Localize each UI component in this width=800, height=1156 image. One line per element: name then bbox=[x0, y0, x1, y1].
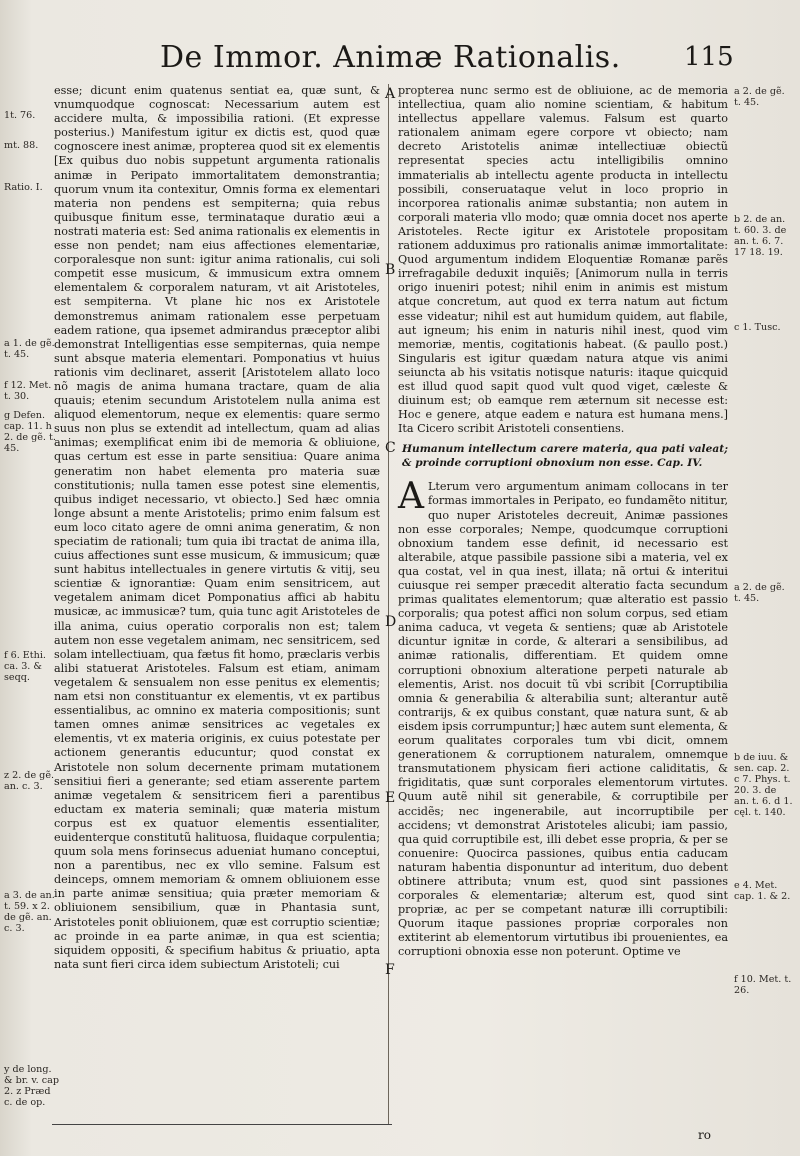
catchword: ro bbox=[698, 1128, 711, 1142]
margin-note: a 2. de gẽ. t. 45. bbox=[734, 582, 785, 604]
section-letter-e: E bbox=[385, 790, 396, 806]
page-header bbox=[160, 32, 630, 82]
margin-note: a 1. de gẽ. t. 45. bbox=[4, 338, 55, 360]
margin-note: Ratio. I. bbox=[4, 182, 43, 193]
bottom-rule bbox=[52, 1124, 392, 1125]
chapter-heading: Humanum intellectum carere materia, qua pati valeat; & proinde corruptioni obnoxium non esse. Cap. IV. bbox=[402, 443, 728, 470]
margin-note: 1t. 76. bbox=[4, 110, 36, 121]
section-letter-d: D bbox=[385, 614, 397, 630]
margin-note: c 1. Tusc. bbox=[734, 322, 781, 333]
chapter-text: Lterum vero argumentum animam collocans in ter formas immortales in Peripato, eo fundamẽto nititur, quo nuper Aristoteles decreuit, Animæ passiones non esse corporales; Nempe, quodcumque corruptioni obnoxium tandem esse definit, id necessario est alterabile, atque passibile passione sibi a materia, vel ex qua costat, vel in qua inest, illata; nã ortui & interitui cuiusque rei semper præcedit alteratio facta secundum primas qualitates elementorum; quæ alteratio est passio corporalis; qua potest affici non solum corpus, sed etiam anima caduca, vt vegeta & sentiens; quæ ab Aristotele dicuntur ignitæ in corde, & alterari a sensibilibus, ad animæ rationalis, differentiam. Et quidem omne corruptioni obnoxium alteratione perpeti naturale ab elementis, Arist. nos docuit tũ vbi scribit [Corruptibilia omnia & generabilia & alterabilia sunt; alterantur autẽ contrarijs, & ex quibus constant, quæ natura sunt, & ab eisdem ipsis corrumpuntur;] hæc autem sunt elementa, & eorum qualitates corporales tum vbi dicit, omnem generationem & corruptionem naturalem, omnemque transmutationem physicam fieri actione caliditatis, & frigiditatis, quæ sunt corporales elementorum virtutes. Quum autẽ nihil sit generabile, & corruptibile per accidẽs; nec ingenerabile, aut incorruptibile per accidens; vt demonstrat Aristoteles alicubi; iam passio, qua quid corruptibile est, illi debet esse propria, & per se conuenire: Quocirca passiones, quibus entia caducam naturam habentia disponuntur ad interitum, duo debent obtinere attributa; vnum est, quod sint passiones corporales & elementariæ; alterum est, quod sint propriæ, ac per se competant naturæ illi corruptibili: Quorum itaque passiones propriæ corporales non extiterint ab elementorum virtutibus ibi prouenientes, ea corruptioni obnoxia esse non poterunt. Optime ve bbox=[398, 480, 728, 959]
section-letter-c: C bbox=[385, 440, 396, 456]
margin-note: b 2. de an. t. 60. 3. de an. t. 6. 7. 17 18. 19. bbox=[734, 214, 787, 258]
margin-note: f 12. Met. t. 30. bbox=[4, 380, 52, 402]
margin-note: a 2. de gẽ. t. 45. bbox=[734, 86, 785, 108]
section-letter-a: A bbox=[385, 86, 396, 102]
margin-note: e 4. Met. cap. 1. & 2. bbox=[734, 880, 791, 902]
section-letter-f: F bbox=[385, 962, 395, 978]
margin-note: z 2. de gẽ. an. c. 3. bbox=[4, 770, 55, 792]
margin-note: f 6. Ethi. ca. 3. & seqq. bbox=[4, 650, 46, 683]
right-column-text-bottom bbox=[398, 476, 728, 959]
left-column bbox=[54, 84, 380, 972]
section-letter-b: B bbox=[385, 262, 396, 278]
margin-note: b de iuu. & sen. cap. 2. c 7. Phys. t. 20. 3. de an. t. 6. d 1. cęl. t. 140. bbox=[734, 752, 793, 818]
dropcap: A bbox=[398, 476, 424, 518]
margin-note: mt. 88. bbox=[4, 140, 39, 151]
margin-note: f 10. Met. t. 26. bbox=[734, 974, 792, 996]
margin-note: a 3. de an. t. 59. x 2. de gẽ. an. c. 3. bbox=[4, 890, 55, 934]
margin-note: y de long. & br. v. cap 2. z Præd c. de op. bbox=[4, 1064, 59, 1108]
margin-note: g Defen. cap. 11. h 2. de gẽ. t. 45. bbox=[4, 410, 56, 454]
right-column bbox=[398, 84, 728, 960]
right-column-text-top: propterea nunc sermo est de obliuione, ac de memoria intellectiua, quam alio nomine scientiam, & habitum intellectus appellare valemus. Falsum est quarto rationalem animam egere corpore vt obiecto; nam decreto Aristotelis animæ intellectiuæ obiectũ representat species actu intelligibilis omnino immaterialis ab intellectu agente producta in intellectu possibili, conseruataque velut in loco proprio in incorporea rationalis animæ substantia; non autem in corporali materia vllo modo; quæ omnia docet nos aperte Aristoteles. Recte igitur ex Aristotele propositam rationem adduximus pro rationalis animæ immortalitate: Quod argumentum indidem Eloquentiæ Romanæ parẽs irrefragabile deduxit inquiẽs; [Animorum nulla in terris origo inueniri potest; nihil enim in animis est mistum atque concretum, aut quod ex terra natum aut fictum esse videatur; nihil est aut humidum quidem, aut flabile, aut igneum; his enim in naturis nihil inest, quod vim memoriæ, mentis, cogitationis habeat. (& paullo post.) Singularis est igitur quædam natura atque vis animi seiuncta ab his vsitatis notisque naturis: itaque quicquid est illud quod sapit quod vult quod viget, cæleste & diuinum est; ob eamque rem æternum sit necesse est: Hoc e genere, atque eadem e natura est humana mens.] Ita Cicero scribit Aristoteli consentiens. bbox=[398, 84, 728, 436]
left-column-text: esse; dicunt enim quatenus sentiat ea, quæ sunt, & vnumquodque cognoscat: Necessarium autem est accidere multa, & impossibilia rationi. (Et expresse posterius.) Manifestum igitur ex dictis est, quod quæ cognoscere inest animæ, propterea quod sit ex elementis [Ex quibus duo nobis suppetunt argumenta rationalis animæ in Peripato immortalitatem demonstrantia; quorum vnum ita contexitur, Omnis forma ex elementari materia non pendens est sempiterna; quia rebus quibusque finitum esse, terminataque duratio æui a nostrati materia est: Sed anima rationalis ex elementis in esse non pendet; nam eius affectiones elementariæ, corporalesque non sunt: igitur anima rationalis, cui soli competit esse musicum, & immusicum extra omnem elementalem & corporalem naturam, vt ait Aristoteles, est sempiterna. Vt plane hic nos ex Aristotele demonstremus animam rationalem esse perpetuam eadem ratione, qua ipsemet admirandus præceptor alibi demonstrat Intelligentias esse sempiternas, quia nempe sunt absque materia elementari. Pomponatius vt huius rationis vim declinaret, asserit [Aristotelem allato loco nõ magis de anima humana tractare, quam de alia quauis; etenim secundum Aristotelem nulla anima est aliquod elementorum, neque ex elementis: quare sermo suus non plus se extendit ad intellectum, quam ad alias animas; exemplificat enim ibi de memoria & obliuione, quas certum est esse in parte sensitiua: Quare anima generatim non habet elementa pro materia suæ constitutionis; nulla tamen esse potest sine elementis, quibus indiget necessario, vt obiecto.] Sed hæc omnia longe absunt a mente Aristotelis; primo enim falsum est eum loco citato agere de omni anima generatim, & non speciatim de rationali; tum quia ibi tractat de anima illa, cuius affectiones sunt esse musicum, & immusicum; quæ sunt habitus intellectuales in genere virtutis & vitij, seu scientiæ & ignorantiæ: Quam enim sensitricem, aut vegetalem animam dicet Pomponatius affici ab habitu musicæ, ac immusicæ? tum, quia tunc agit Aristoteles de illa anima, cuius operatio corporalis non est; talem autem non esse vegetalem animam, nec sensitricem, sed solam intellectiuam, qua fætus fit homo, præclaris verbis alibi statuerat Aristoteles. Falsum est etiam, animam vegetalem & sensualem non esse penitus ex elementis; nam etsi non constituantur ex elementis, vt ex partibus essentialibus, ac omnino ex materia compositionis; sunt tamen omnes animæ sensitrices ac vegetales ex elementis, vt ex materia originis, ex cuius potestate per actionem generantis educuntur; quod constat ex Aristotele non solum decernente primam mutationem sensitiui fieri a generante; sed etiam asserente partem animæ vegetalem & sensitricem fieri a parentibus eductam ex materia seminali; quæ materia mistum corpus est ex quatuor elementis essentialiter, euidenterque constitutũ halituosa, fluidaque corpulentia; quum sola mens forinsecus adueniat humano conceptui, non a parentibus, nec ex vllo semine. Falsum est deinceps, omnem memoriam & omnem obliuionem esse in parte animæ sensitiua; quia præter memoriam & obliuionem sensibilium, quæ in Phantasia sunt, Aristoteles ponit obliuionem, quæ est corruptio scientiæ; ac proinde in ea parte animæ, in qua est scientia; siquidem oppositi, & specifium habitus & priuatio, apta nata sunt fieri circa idem subiectum Aristoteli; cui bbox=[54, 84, 380, 971]
running-title: De Immor. Animæ Rationalis. bbox=[160, 40, 621, 75]
page-number: 115 bbox=[684, 42, 734, 72]
